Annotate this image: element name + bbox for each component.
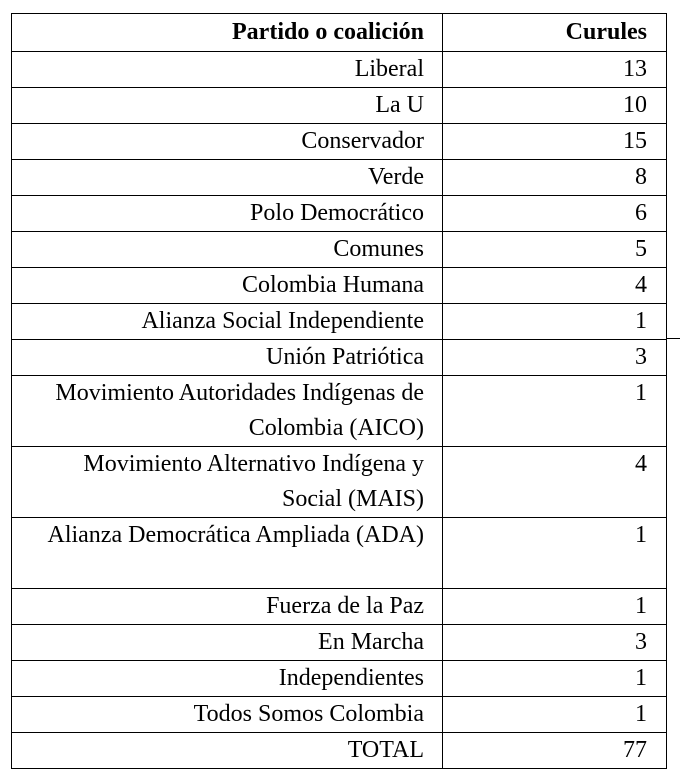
table-row: [12, 124, 667, 160]
table-row: [12, 625, 667, 661]
party-cell: Polo Democrático: [12, 196, 443, 232]
seats-cell: 3: [443, 340, 667, 376]
table-row: [12, 268, 667, 304]
header-row: [12, 14, 667, 52]
seats-cell: 1: [443, 376, 667, 447]
party-cell: Alianza Social Independiente: [12, 304, 443, 340]
stray-rule-line: [666, 338, 680, 339]
table-row: [12, 232, 667, 268]
party-cell: Liberal: [12, 52, 443, 88]
table-row: [12, 518, 667, 589]
table-row: [12, 661, 667, 697]
party-cell: En Marcha: [12, 625, 443, 661]
header-party: Partido o coalición: [12, 14, 443, 52]
seats-table: [11, 13, 667, 769]
party-cell: Comunes: [12, 232, 443, 268]
table-row: [12, 52, 667, 88]
seats-cell: 5: [443, 232, 667, 268]
party-cell: Colombia Humana: [12, 268, 443, 304]
party-cell: Alianza Democrática Ampliada (ADA): [12, 518, 443, 589]
seats-cell: 4: [443, 268, 667, 304]
header-seats: Curules: [443, 14, 667, 52]
seats-cell: 1: [443, 697, 667, 733]
seats-cell: 13: [443, 52, 667, 88]
table-row: [12, 447, 667, 518]
table-row: [12, 376, 667, 447]
seats-cell: 1: [443, 304, 667, 340]
party-cell: Conservador: [12, 124, 443, 160]
party-cell: La U: [12, 88, 443, 124]
party-cell: Todos Somos Colombia: [12, 697, 443, 733]
total-seats: 77: [443, 733, 667, 769]
total-row: [12, 733, 667, 769]
table-row: [12, 160, 667, 196]
party-cell: Movimiento Autoridades Indígenas de Colombia (AICO): [12, 376, 443, 447]
total-label: TOTAL: [12, 733, 443, 769]
table-row: [12, 589, 667, 625]
seats-cell: 8: [443, 160, 667, 196]
party-cell: Verde: [12, 160, 443, 196]
table-row: [12, 196, 667, 232]
seats-cell: 4: [443, 447, 667, 518]
seats-cell: 10: [443, 88, 667, 124]
party-cell: Independientes: [12, 661, 443, 697]
table-row: [12, 697, 667, 733]
party-cell: Movimiento Alternativo Indígena y Social (MAIS): [12, 447, 443, 518]
seats-cell: 3: [443, 625, 667, 661]
table-row: [12, 88, 667, 124]
seats-cell: 1: [443, 518, 667, 589]
table-row: [12, 304, 667, 340]
seats-cell: 1: [443, 661, 667, 697]
seats-cell: 1: [443, 589, 667, 625]
table-row: [12, 340, 667, 376]
seats-cell: 15: [443, 124, 667, 160]
seats-cell: 6: [443, 196, 667, 232]
party-cell: Unión Patriótica: [12, 340, 443, 376]
party-cell: Fuerza de la Paz: [12, 589, 443, 625]
